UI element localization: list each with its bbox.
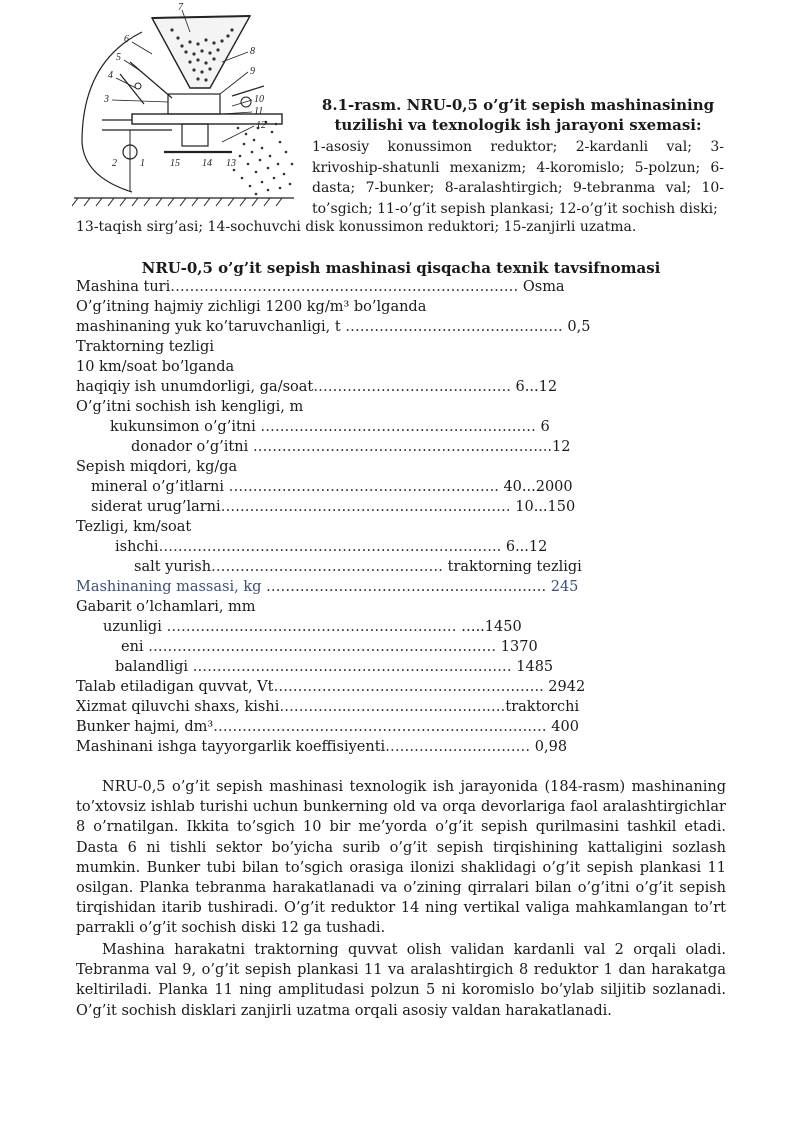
spec-row: balandligi ………………………………………………………… 1485 (115, 659, 554, 675)
spec-row: 10 km/soat bo’lganda (76, 359, 235, 375)
fig-label-6: 6 (124, 34, 129, 45)
fig-label-8: 8 (250, 46, 255, 57)
spec-row: Bunker hajmi, dm³…………………………………………………………… 400 (76, 719, 579, 735)
spec-row: Mashina turi……………………………………………………………… Osma (76, 279, 565, 295)
spec-row: Sepish miqdori, kg/ga (76, 459, 238, 475)
figure-caption-tail: 13-taqish sirg’asi; 14-sochuvchi disk konussimon reduktori; 15-zanjirli uzatma. (76, 219, 637, 235)
spec-row: Talab etiladigan quvvat, Vt……………………………………………….. 2942 (76, 679, 586, 695)
caption-title-line-1: 8.1-rasm. NRU-0,5 o’g’it sepish mashinasining (321, 96, 715, 114)
spec-row: eni ……………………………………………………………… 1370 (121, 639, 538, 655)
spec-row: haqiqiy ish unumdorligi, ga/soat……………………….…………. 6...12 (76, 379, 558, 395)
spec-row: mashinaning yuk ko’taruvchanligi, t ……………………………………… 0,5 (76, 319, 591, 335)
spec-row: ishchi…………………………………………………………….. 6...12 (115, 539, 548, 555)
spec-row: O’g’itni sochish ish kengligi, m (76, 399, 304, 415)
spec-row: siderat urug’larni…………………………………………………… 10...150 (91, 499, 576, 515)
spec-row: Mashinaning massasi, kg …………………………………………………. 245 (76, 579, 579, 595)
spec-row: Tezligi, km/soat (76, 519, 192, 535)
body-paragraph-2: Mashina harakatni traktorning quvvat olish validan kardanli val 2 orqali oladi. Tebranma val 9, o’g’it sepish plankasi 11 va aralashtirgich 8 reduktor 1 dan harakatga keltiriladi. Planka 11 ning amplitudasi polzun 5 ni koromislo bo’ylab siljitib sozlanadi. O’g’it sochish disklari zanjirli uzatma orqali asosiy valdan harakatlanadi. (76, 942, 726, 1019)
fig-label-1: 1 (140, 158, 145, 169)
spec-row: Mashinani ishga tayyorgarlik koeffisiyenti………………………… 0,98 (76, 739, 568, 755)
fig-label-7: 7 (178, 2, 183, 13)
fig-label-15: 15 (170, 158, 180, 169)
spec-row: donador o’g’itni ……………………………………………………..12 (131, 439, 571, 455)
spec-row: O’g’itning hajmiy zichligi 1200 kg/m³ bo’lganda (76, 299, 427, 315)
fig-label-12: 12 (256, 120, 266, 131)
fig-label-10: 10 (254, 94, 264, 105)
spec-row: Traktorning tezligi (76, 339, 214, 355)
spec-row: mineral o’g’itlarni ……………………………………………….. 40...2000 (91, 479, 573, 495)
spec-row: salt yurish………………………………………… traktorning tezligi (134, 559, 582, 575)
fig-label-11: 11 (254, 106, 264, 117)
schematic-drawing (72, 2, 304, 212)
fig-label-14: 14 (202, 158, 212, 169)
figure-caption-body: 1-asosiy konussimon reduktor; 2-kardanli val; 3-krivoship-shatunli mexanizm; 4-koromislo; 5-polzun; 6-dasta; 7-bunker; 8-aralashtirgich; 9-tebranma val; 10-to’sgich; 11-o’g’it sepish plankasi; 12-o’g’it sochish diski; (312, 139, 724, 217)
fig-label-9: 9 (250, 66, 255, 77)
spec-row: kukunsimon o’g’itni ………………………………………………… 6 (110, 419, 550, 435)
fig-label-2: 2 (112, 158, 117, 169)
fig-label-3: 3 (104, 94, 109, 105)
spec-row: Gabarit o’lchamlari, mm (76, 599, 256, 615)
figure-caption-title (312, 95, 724, 135)
fig-label-13: 13 (226, 158, 236, 169)
spec-row: Xizmat qiluvchi shaxs, kishi…………...………………………..…traktorchi (76, 699, 580, 715)
fig-label-4: 4 (108, 70, 113, 81)
machine-schematic-figure (72, 2, 304, 212)
caption-title-line-2: tuzilishi va texnologik ish jarayoni sxemasi: (334, 116, 702, 134)
spec-row: uzunligi …………………………………………………… …..1450 (103, 619, 522, 635)
spec-heading: NRU-0,5 o’g’it sepish mashinasi qisqacha texnik tavsifnomasi (141, 259, 661, 277)
body-paragraph-1: NRU-0,5 o’g’it sepish mashinasi texnologik ish jarayonida (184-rasm) mashinaning to’xtovsiz ishlab turishi uchun bunkerning old va orqa devorlariga faol aralashtirgichlar 8 o’rnatilgan. Ikkita to’sgich 10 bir me’yorda o’g’it sepish qurilmasini tashkil etadi. Dasta 6 ni tishli sektor bo’yicha surib o’g’it sepish tirqishining kattaligini sozlash mumkin. Bunker tubi bilan to’sgich orasiga ilonizi shaklidagi o’g’it sepish plankasi 11 osilgan. Planka tebranma harakatlanadi va o’zining qirralari bilan o’g’itni o’g’it sepish tirqishidan itarib tushiradi. O’g’it reduktor 14 ning vertikal valiga mahkamlangan to’rt parrakli o’g’it sochish diski 12 ga tushadi. (76, 779, 726, 937)
fig-label-5: 5 (116, 52, 121, 63)
